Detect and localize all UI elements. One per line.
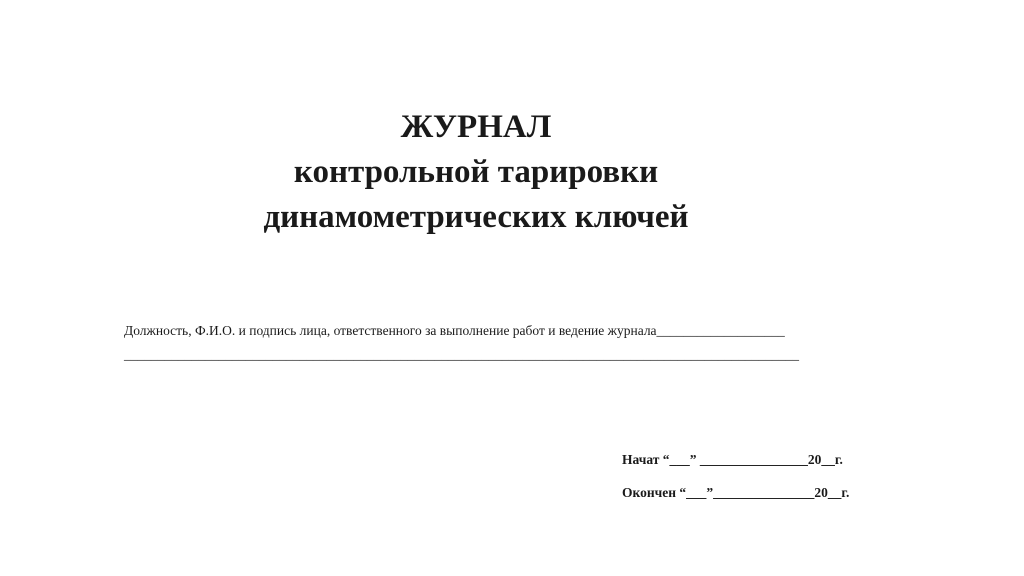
end-date-field: Окончен “___”_______________20__г. — [622, 485, 850, 500]
start-date-field: Начат “___” ________________20__г. — [622, 452, 843, 467]
document-title — [0, 105, 952, 240]
journal-dates — [622, 443, 849, 509]
responsible-person-blank-line: ____________________________________________________________________________________________________ — [124, 347, 799, 362]
responsible-person-label: Должность, Ф.И.О. и подпись лица, ответственного за выполнение работ и ведение журнала___________________ — [124, 323, 785, 338]
title-heading: ЖУРНАЛ — [400, 109, 552, 145]
responsible-person-section — [124, 320, 880, 366]
title-subheading-line-2: динамометрических ключей — [263, 199, 689, 235]
title-subheading-line-1: контрольной тарировки — [293, 154, 659, 190]
